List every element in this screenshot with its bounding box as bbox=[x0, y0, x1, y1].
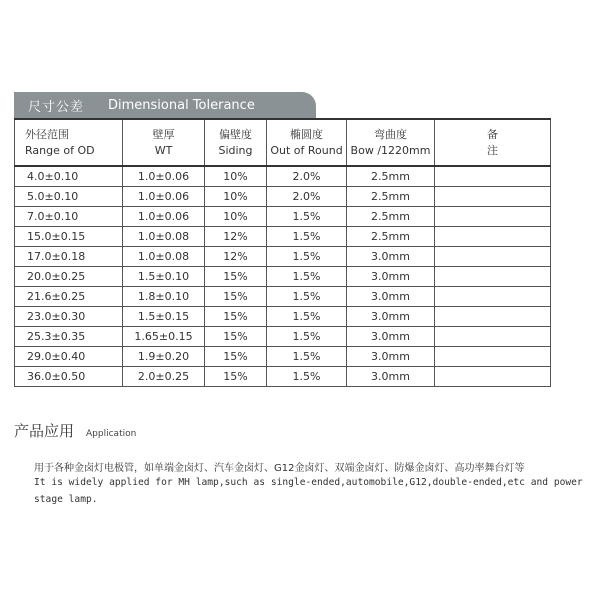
table-cell bbox=[435, 327, 551, 347]
table-cell bbox=[435, 367, 551, 387]
table-cell: 1.5% bbox=[267, 287, 347, 307]
table-cell: 15% bbox=[205, 347, 267, 367]
table-cell: 12% bbox=[205, 247, 267, 267]
table-cell: 1.5±0.15 bbox=[123, 307, 205, 327]
table-cell: 3.0mm bbox=[347, 327, 435, 347]
table-cell bbox=[435, 267, 551, 287]
table-cell: 1.5% bbox=[267, 307, 347, 327]
table-cell: 1.8±0.10 bbox=[123, 287, 205, 307]
table-cell: 1.5% bbox=[267, 207, 347, 227]
table-row bbox=[15, 267, 551, 287]
table-header-row bbox=[15, 119, 551, 166]
table-cell: 15% bbox=[205, 267, 267, 287]
table-cell: 15% bbox=[205, 287, 267, 307]
table-cell: 1.5±0.10 bbox=[123, 267, 205, 287]
table-cell: 10% bbox=[205, 166, 267, 187]
table-row bbox=[15, 166, 551, 187]
table-cell bbox=[435, 347, 551, 367]
table-cell bbox=[435, 166, 551, 187]
table-cell: 15% bbox=[205, 327, 267, 347]
table-cell: 3.0mm bbox=[347, 307, 435, 327]
col-header-siding: 偏壁度 Siding bbox=[205, 119, 267, 166]
table-cell: 4.0±0.10 bbox=[15, 166, 123, 187]
table-cell bbox=[435, 287, 551, 307]
application-text-zh: 用于各种金卤灯电极管，如单端金卤灯、汽车金卤灯、G12金卤灯、双端金卤灯、防爆金卤灯、高功率舞台灯等 bbox=[34, 463, 525, 474]
table-cell bbox=[435, 247, 551, 267]
table-cell: 36.0±0.50 bbox=[15, 367, 123, 387]
table-row bbox=[15, 287, 551, 307]
section-title-en: Dimensional Tolerance bbox=[108, 97, 255, 113]
table-cell: 1.5% bbox=[267, 267, 347, 287]
table-cell: 1.0±0.06 bbox=[123, 187, 205, 207]
table-cell: 12% bbox=[205, 227, 267, 247]
table-cell: 1.5% bbox=[267, 247, 347, 267]
table-cell: 1.0±0.06 bbox=[123, 166, 205, 187]
table-cell: 10% bbox=[205, 207, 267, 227]
table-cell: 25.3±0.35 bbox=[15, 327, 123, 347]
table-cell: 15% bbox=[205, 367, 267, 387]
table-cell: 3.0mm bbox=[347, 347, 435, 367]
table-body bbox=[15, 166, 551, 387]
table-cell: 1.9±0.20 bbox=[123, 347, 205, 367]
table-cell: 3.0mm bbox=[347, 267, 435, 287]
tolerance-table-container bbox=[14, 118, 550, 387]
table-cell bbox=[435, 307, 551, 327]
table-cell bbox=[435, 227, 551, 247]
table-row bbox=[15, 307, 551, 327]
table-cell: 1.5% bbox=[267, 227, 347, 247]
application-text-en: It is widely applied for MH lamp,such as single-ended,automobile,G12,double-ended,etc and power stage lamp. bbox=[34, 477, 583, 505]
table-cell: 5.0±0.10 bbox=[15, 187, 123, 207]
table-cell: 2.5mm bbox=[347, 187, 435, 207]
application-heading bbox=[14, 420, 136, 441]
tolerance-table bbox=[14, 118, 551, 387]
table-cell: 3.0mm bbox=[347, 367, 435, 387]
table-cell: 2.0% bbox=[267, 187, 347, 207]
table-cell: 2.5mm bbox=[347, 166, 435, 187]
table-row bbox=[15, 247, 551, 267]
table-cell: 10% bbox=[205, 187, 267, 207]
table-cell: 1.0±0.08 bbox=[123, 227, 205, 247]
table-row bbox=[15, 227, 551, 247]
table-row bbox=[15, 207, 551, 227]
table-cell: 1.5% bbox=[267, 367, 347, 387]
table-cell: 1.5% bbox=[267, 327, 347, 347]
section-title-zh: 尺寸公差 bbox=[28, 99, 85, 115]
section-header-dimensional-tolerance bbox=[14, 92, 316, 118]
application-title-zh: 产品应用 bbox=[14, 422, 75, 440]
table-cell: 29.0±0.40 bbox=[15, 347, 123, 367]
table-cell: 3.0mm bbox=[347, 287, 435, 307]
application-title-en: Application bbox=[86, 429, 137, 439]
table-cell: 1.65±0.15 bbox=[123, 327, 205, 347]
col-header-remarks: 备 注 bbox=[435, 119, 551, 166]
table-cell: 7.0±0.10 bbox=[15, 207, 123, 227]
table-cell: 1.0±0.08 bbox=[123, 247, 205, 267]
table-cell bbox=[435, 207, 551, 227]
table-cell: 3.0mm bbox=[347, 247, 435, 267]
table-cell: 23.0±0.30 bbox=[15, 307, 123, 327]
table-row bbox=[15, 347, 551, 367]
table-cell: 2.5mm bbox=[347, 207, 435, 227]
col-header-bow: 弯曲度 Bow /1220mm bbox=[347, 119, 435, 166]
table-cell: 2.5mm bbox=[347, 227, 435, 247]
table-cell: 2.0±0.25 bbox=[123, 367, 205, 387]
table-cell: 21.6±0.25 bbox=[15, 287, 123, 307]
table-cell: 17.0±0.18 bbox=[15, 247, 123, 267]
table-cell: 1.5% bbox=[267, 347, 347, 367]
table-cell bbox=[435, 187, 551, 207]
col-header-wt: 壁厚 WT bbox=[123, 119, 205, 166]
table-row bbox=[15, 367, 551, 387]
table-row bbox=[15, 187, 551, 207]
table-cell: 15.0±0.15 bbox=[15, 227, 123, 247]
table-cell: 2.0% bbox=[267, 166, 347, 187]
table-cell: 20.0±0.25 bbox=[15, 267, 123, 287]
table-row bbox=[15, 327, 551, 347]
table-cell: 15% bbox=[205, 307, 267, 327]
col-header-out-of-round: 椭圆度 Out of Round bbox=[267, 119, 347, 166]
col-header-od: 外径范围 Range of OD bbox=[15, 119, 123, 166]
table-cell: 1.0±0.06 bbox=[123, 207, 205, 227]
